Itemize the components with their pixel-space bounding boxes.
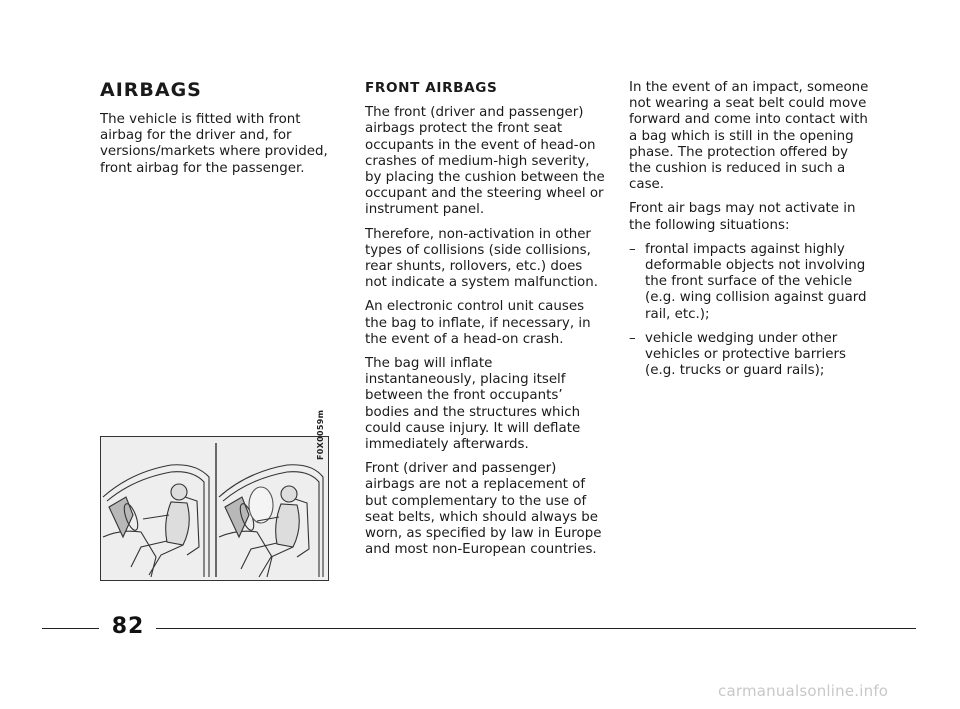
footer-rule-left bbox=[42, 628, 99, 629]
paragraph: Front (driver and passenger) airbags are not a replacement of but complementary to the use of seat belts, which should always be worn, as specified by law in Europe and most non-European countries. bbox=[365, 461, 602, 558]
subsection-heading: FRONT AIRBAGS bbox=[365, 80, 498, 96]
list-item-text: frontal impacts against highly deformable objects not involving the front surface of the vehicle (e.g. wing collision against guard rail, etc.); bbox=[645, 241, 867, 322]
page-number: 82 bbox=[111, 614, 145, 639]
section-heading: AIRBAGS bbox=[100, 79, 202, 101]
airbag-deployment-drawing bbox=[101, 437, 328, 580]
list-item bbox=[629, 242, 869, 323]
paragraph: An electronic control unit causes the bag to inflate, if necessary, in the event of a head-on crash. bbox=[365, 299, 591, 347]
panel-before-deployment bbox=[103, 465, 209, 577]
list-dash: – bbox=[629, 241, 636, 257]
list-item-text: vehicle wedging under other vehicles or protective barriers (e.g. trucks or guard rails); bbox=[645, 330, 846, 379]
paragraph: Therefore, non-activation in other types of collisions (side collisions, rear shunts, rollovers, etc.) does not indicate a system malfunction. bbox=[365, 226, 598, 291]
paragraph: Front air bags may not activate in the following situations: bbox=[629, 201, 856, 233]
airbag-illustration bbox=[100, 436, 329, 581]
figure-code: F0X0059m bbox=[316, 409, 325, 460]
watermark: carmanualsonline.info bbox=[718, 682, 889, 700]
column-right bbox=[629, 80, 869, 387]
list-item bbox=[629, 331, 869, 380]
paragraph: In the event of an impact, someone not wearing a seat belt could move forward and come into contact with a bag which is still in the opening phase. The protection offered by the cushion is reduced in such a case. bbox=[629, 80, 869, 193]
column-left bbox=[100, 80, 340, 185]
intro-paragraph: The vehicle is fitted with front airbag for the driver and, for versions/markets where provided, front airbag for the passenger. bbox=[100, 112, 328, 176]
list-dash: – bbox=[629, 330, 636, 346]
panel-after-deployment bbox=[219, 465, 323, 577]
paragraph: The bag will inflate instantaneously, placing itself between the front occupants’ bodies and the structures which could cause injury. It will deflate immediately afterwards. bbox=[365, 356, 581, 453]
paragraph: The front (driver and passenger) airbags protect the front seat occupants in the event of head-on crashes of medium-high severity, by placing the cushion between the occupant and the steering wheel or instrument panel. bbox=[365, 105, 605, 218]
footer-rule-right bbox=[156, 628, 916, 629]
column-middle bbox=[365, 80, 605, 566]
